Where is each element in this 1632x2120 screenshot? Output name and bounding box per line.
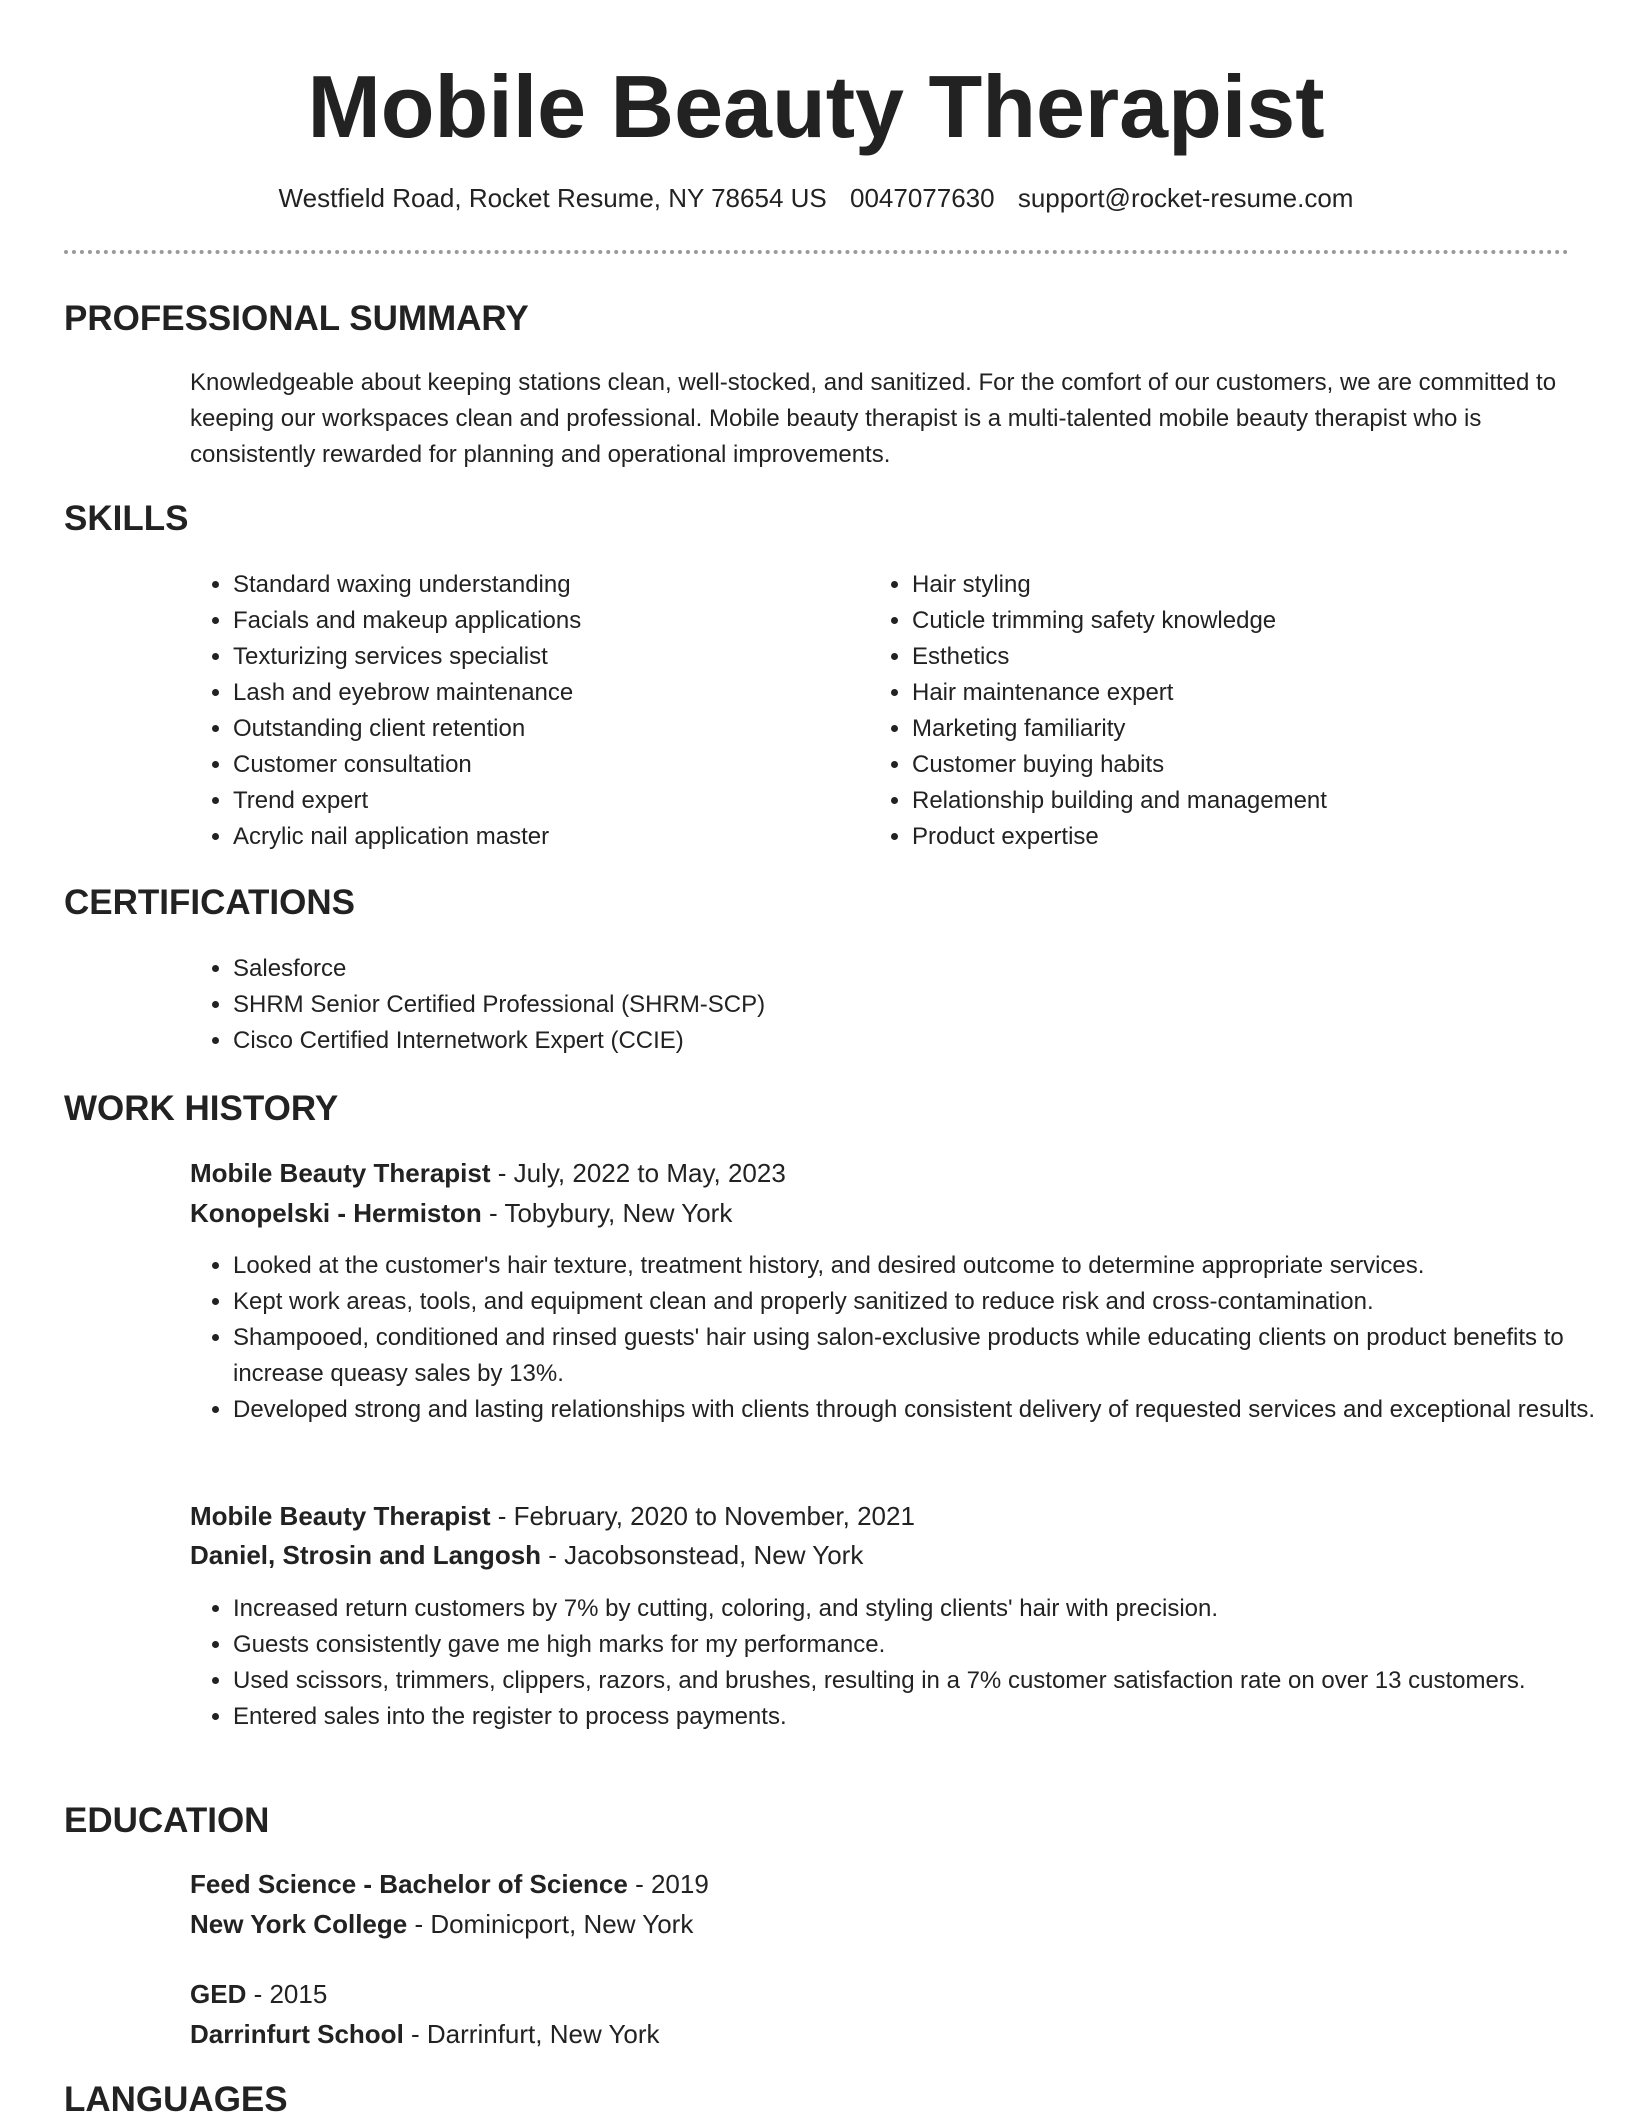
certification-item: • Cisco Certified Internetwork Expert (CCIE)	[233, 1023, 1533, 1059]
education-degree-line	[190, 1976, 327, 2012]
skills-list-right	[869, 567, 1592, 855]
job-bullets	[190, 1248, 1618, 1428]
education-school-line	[190, 2016, 660, 2052]
certifications-list	[190, 951, 1533, 1059]
job-bullet: • Entered sales into the register to process payments.	[233, 1699, 1618, 1735]
header-divider	[64, 250, 1569, 254]
education-degree-line	[190, 1866, 709, 1902]
skill-item: • Hair styling	[912, 567, 1592, 603]
skill-item: • Cuticle trimming safety knowledge	[912, 603, 1592, 639]
skill-item: • Trend expert	[233, 783, 833, 819]
skill-item: • Esthetics	[912, 639, 1592, 675]
job-bullet: • Looked at the customer's hair texture, treatment history, and desired outcome to determine appropriate services.	[233, 1248, 1618, 1284]
job-location: - Tobybury, New York	[481, 1198, 733, 1228]
job-bullet: • Guests consistently gave me high marks for my performance.	[233, 1627, 1618, 1663]
job-title: Mobile Beauty Therapist	[190, 1158, 491, 1188]
education-location: - Darrinfurt, New York	[403, 2019, 660, 2049]
job-bullet: • Developed strong and lasting relationships with clients through consistent delivery of requested services and exceptional results.	[233, 1392, 1618, 1428]
contact-phone: 0047077630	[849, 183, 995, 213]
skill-item: • Facials and makeup applications	[233, 603, 833, 639]
job-dates: - February, 2020 to November, 2021	[490, 1501, 915, 1531]
skill-item: • Lash and eyebrow maintenance	[233, 675, 833, 711]
job-title-line	[190, 1155, 786, 1191]
skill-item: • Relationship building and management	[912, 783, 1592, 819]
job-bullet: • Shampooed, conditioned and rinsed guests' hair using salon-exclusive products while educating clients on product benefits to increase queasy sales by 13%.	[233, 1320, 1618, 1392]
job-bullet: • Kept work areas, tools, and equipment clean and properly sanitized to reduce risk and cross-contamination.	[233, 1284, 1618, 1320]
education-school: Darrinfurt School	[190, 2019, 404, 2049]
skill-item: • Texturizing services specialist	[233, 639, 833, 675]
job-company: Konopelski - Hermiston	[190, 1198, 482, 1228]
job-company-line	[190, 1537, 863, 1573]
certification-item: • SHRM Senior Certified Professional (SHRM-SCP)	[233, 987, 1533, 1023]
job-bullet: • Increased return customers by 7% by cutting, coloring, and styling clients' hair with precision.	[233, 1591, 1618, 1627]
resume-name: Mobile Beauty Therapist	[307, 57, 1325, 156]
skill-item: • Hair maintenance expert	[912, 675, 1592, 711]
education-year: - 2015	[246, 1979, 328, 2009]
section-heading-summary: PROFESSIONAL SUMMARY	[64, 299, 529, 338]
education-degree: GED	[190, 1979, 247, 2009]
certification-item: • Salesforce	[233, 951, 1533, 987]
skill-item: • Marketing familiarity	[912, 711, 1592, 747]
job-bullet: • Used scissors, trimmers, clippers, razors, and brushes, resulting in a 7% customer satisfaction rate on over 13 customers.	[233, 1663, 1618, 1699]
job-bullets	[190, 1591, 1618, 1735]
job-company-line	[190, 1195, 732, 1231]
section-heading-education: EDUCATION	[64, 1801, 270, 1840]
skill-item: • Product expertise	[912, 819, 1592, 855]
skills-list-left	[190, 567, 833, 855]
job-company: Daniel, Strosin and Langosh	[190, 1540, 542, 1570]
education-school-line	[190, 1906, 693, 1942]
section-heading-languages: LANGUAGES	[64, 2080, 288, 2119]
education-location: - Dominicport, New York	[407, 1909, 694, 1939]
job-title-line	[190, 1498, 915, 1534]
skill-item: • Standard waxing understanding	[233, 567, 833, 603]
job-title: Mobile Beauty Therapist	[190, 1501, 491, 1531]
education-year: - 2019	[627, 1869, 709, 1899]
section-heading-certifications: CERTIFICATIONS	[64, 883, 356, 922]
skill-item: • Customer buying habits	[912, 747, 1592, 783]
summary-text: Knowledgeable about keeping stations clean, well-stocked, and sanitized. For the comfort of our customers, we are committed to keeping our workspaces clean and professional. Mobile beauty therapist is a multi-talented mobile beauty therapist who is consistently rewarded for planning and operational improvements.	[190, 369, 1557, 468]
skill-item: • Customer consultation	[233, 747, 833, 783]
skill-item: • Acrylic nail application master	[233, 819, 833, 855]
section-heading-work-history: WORK HISTORY	[64, 1089, 339, 1128]
skill-item: • Outstanding client retention	[233, 711, 833, 747]
education-school: New York College	[190, 1909, 408, 1939]
contact-line	[0, 182, 1632, 214]
job-dates: - July, 2022 to May, 2023	[490, 1158, 786, 1188]
section-heading-skills: SKILLS	[64, 499, 189, 538]
contact-address: Westfield Road, Rocket Resume, NY 78654 US	[278, 183, 827, 213]
education-degree: Feed Science - Bachelor of Science	[190, 1869, 628, 1899]
job-location: - Jacobsonstead, New York	[541, 1540, 864, 1570]
contact-email: support@rocket-resume.com	[1017, 183, 1354, 213]
